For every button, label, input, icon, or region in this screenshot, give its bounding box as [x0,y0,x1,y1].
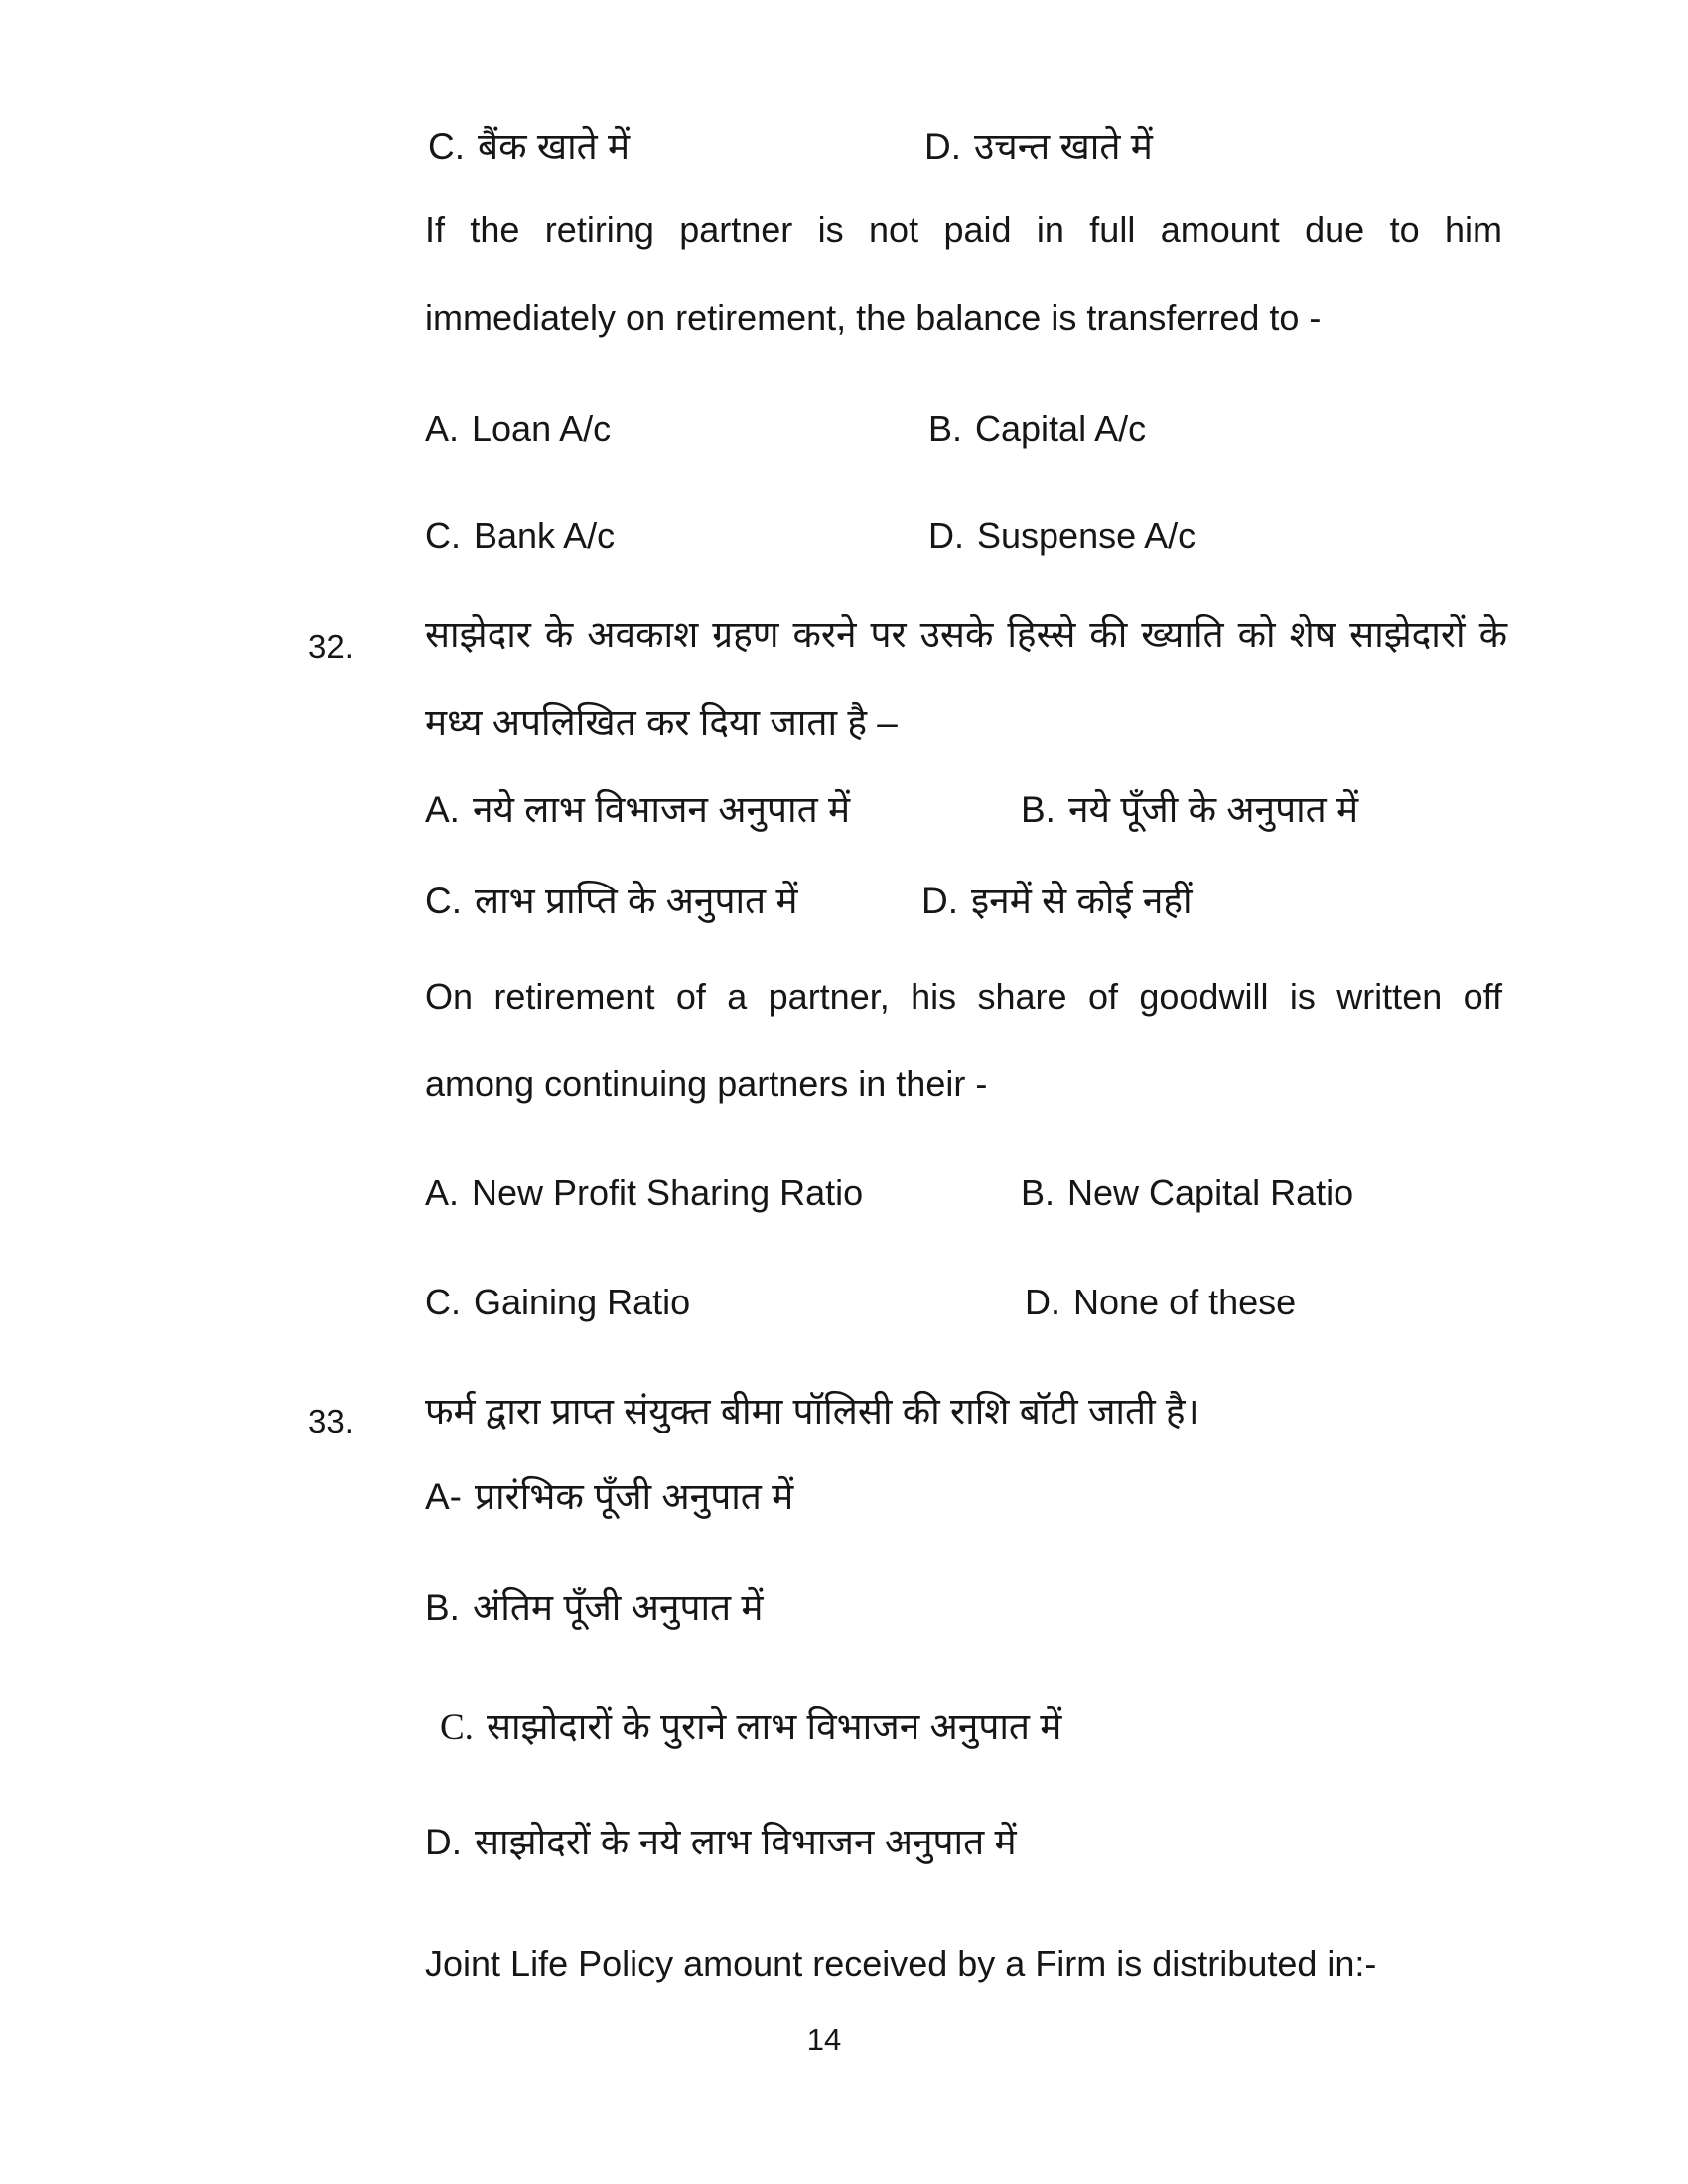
prev-hindi-option-d [924,125,1153,169]
q32-english-option-c [425,1281,690,1323]
question-33-number: 33. [308,1403,353,1439]
question-33-hindi-text: फर्म द्वारा प्राप्त संयुक्त बीमा पॉलिसी की राशि बॉटी जाती है। [425,1391,1199,1432]
option-label: A. [425,1172,460,1213]
prev-question-english-line2: immediately on retirement, the balance is transferred to - [425,297,1322,338]
option-label: A- [425,1476,462,1517]
option-text: Capital A/c [975,408,1147,449]
q33-hindi-option-b [425,1586,764,1630]
option-text: नये लाभ विभाजन अनुपात में [472,789,851,830]
question-32-hindi-line1: साझेदार के अवकाश ग्रहण करने पर उसके हिस्से की ख्याति को शेष साझेदारों के [425,614,1507,655]
option-text: New Capital Ratio [1067,1172,1354,1213]
option-text: प्रारंभिक पूँजी अनुपात में [475,1476,794,1517]
option-text: Bank A/c [474,515,616,556]
q33-hindi-option-c [440,1706,1061,1750]
option-text: उचन्त खाते में [974,126,1153,167]
option-label: A. [425,789,460,830]
option-label: D. [425,1822,462,1862]
option-label: B. [425,1587,460,1628]
question-32-number: 32. [308,628,353,665]
option-label: B. [928,408,963,449]
q32-english-option-d [1025,1281,1296,1323]
option-text: लाभ प्राप्ति के अनुपात में [475,881,798,921]
option-text: नये पूँजी के अनुपात में [1067,789,1359,830]
question-33-english-text: Joint Life Policy amount received by a Firm is distributed in:- [425,1943,1377,1983]
option-text: None of these [1073,1282,1297,1322]
option-text: इनमें से कोई नहीं [971,881,1193,921]
q33-hindi-option-a [425,1475,793,1519]
q32-hindi-option-d [921,880,1193,923]
prev-english-option-c [425,514,615,557]
question-32-english-line1: On retirement of a partner, his share of goodwill is written off [425,976,1502,1017]
option-text: साझोदरों के नये लाभ विभाजन अनुपात में [475,1822,1017,1862]
q33-hindi-option-d [425,1821,1017,1864]
option-text: साझोदारों के पुराने लाभ विभाजन अनुपात में [486,1706,1062,1747]
option-label: C. [425,881,462,921]
q32-english-option-a [425,1171,863,1214]
option-label: A. [425,408,460,449]
option-label: D. [921,881,958,921]
q32-english-option-b [1021,1171,1353,1214]
prev-english-option-b [928,407,1146,450]
option-label: B. [1021,1172,1055,1213]
option-label: C. [428,126,465,167]
q32-hindi-option-b [1021,788,1358,832]
option-text: Loan A/c [472,408,612,449]
q32-hindi-option-c [425,880,798,923]
question-32-english-line2: among continuing partners in their - [425,1063,988,1104]
option-text: बैंक खाते में [478,126,631,167]
option-label: D. [1025,1282,1060,1322]
page-number: 14 [806,2022,842,2057]
option-text: Gaining Ratio [474,1282,691,1322]
option-text: New Profit Sharing Ratio [472,1172,864,1213]
option-label: C. [425,1282,461,1322]
option-text: अंतिम पूँजी अनुपात में [472,1587,764,1628]
q32-hindi-option-a [425,788,850,832]
option-label: C. [425,515,461,556]
question-32-hindi-line2: मध्य अपलिखित कर दिया जाता है – [425,702,898,743]
option-label: D. [928,515,964,556]
prev-question-english-line1: If the retiring partner is not paid in full amount due to him [425,209,1502,250]
option-label: D. [924,126,961,167]
prev-english-option-a [425,407,611,450]
option-text: Suspense A/c [977,515,1196,556]
option-label: B. [1021,789,1055,830]
option-label: C. [440,1707,474,1748]
prev-english-option-d [928,514,1196,557]
prev-hindi-option-c [428,125,630,169]
